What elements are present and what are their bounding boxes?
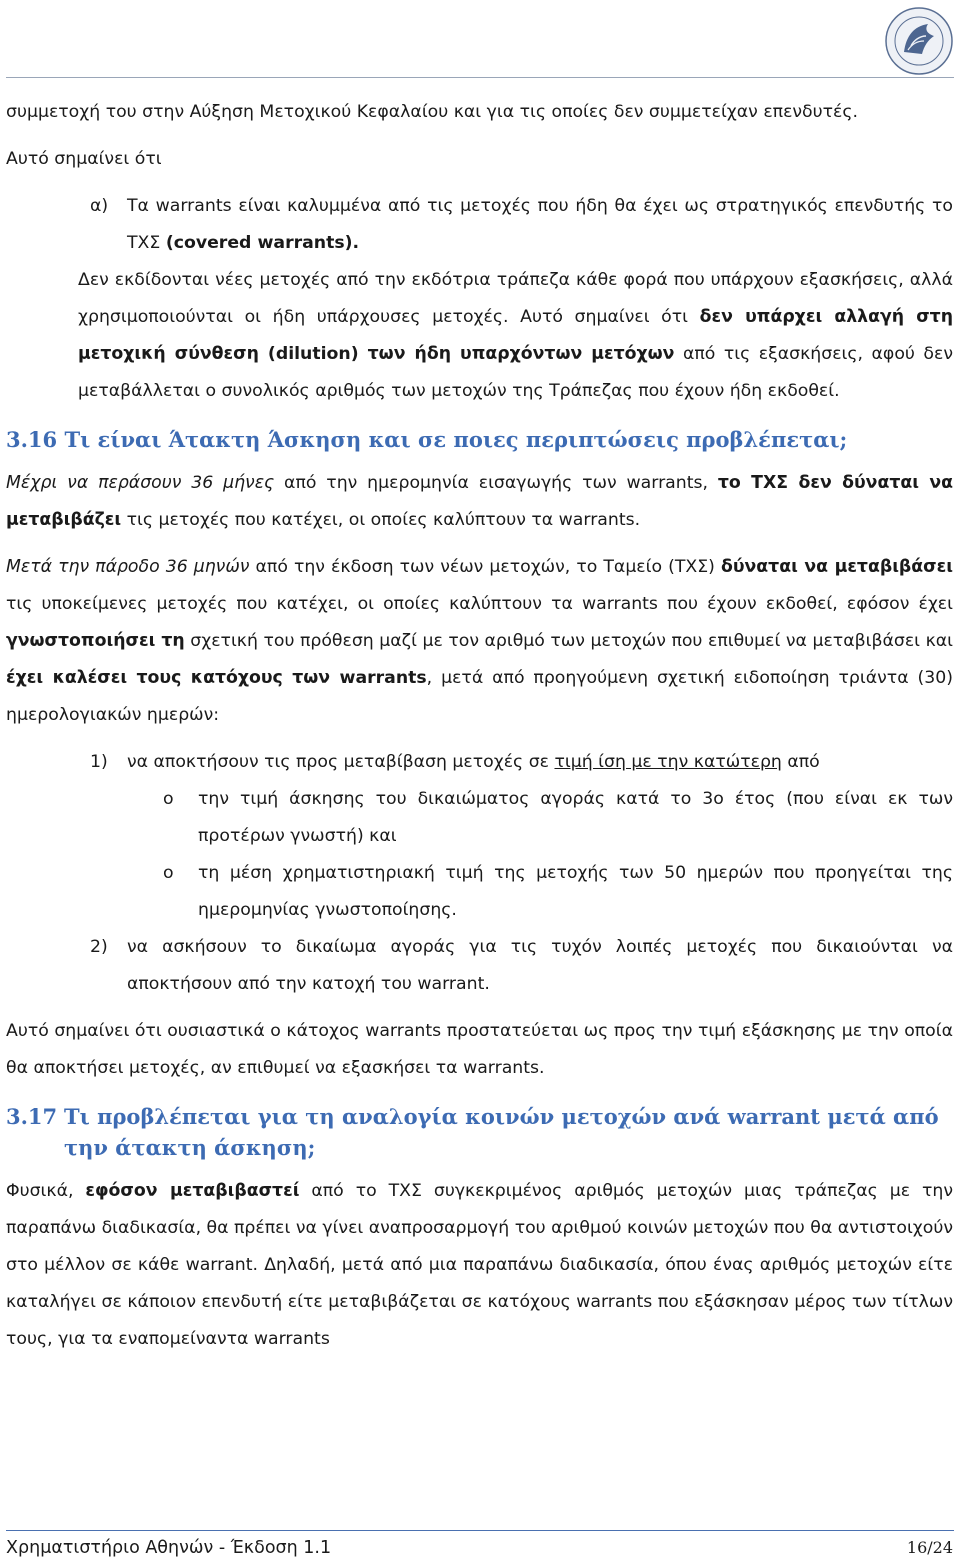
paragraph: Αυτό σημαίνει ότι ουσιαστικά ο κάτοχος warrants προστατεύεται ως προς την τιμή εξάσκησης με την οποία θα αποκτήσει μετοχές, αν επιθυμεί να εξασκήσει τα warrants. [6,1021,953,1078]
underlined-text: τιμή ίση με την κατώτερη [554,752,782,772]
text-run: Δεν εκδίδονται νέες μετοχές από την εκδότρια τράπεζα κάθε φορά που υπάρχουν εξασκήσεις, αλλά χρησιμοποιούνται οι ήδη υπάρχουσες μετοχές. Αυτό σημαίνει ότι [78,270,953,327]
text-run: τις μετοχές που κατέχει, οι οποίες καλύπτουν τα warrants. [121,510,641,530]
paragraph [6,549,953,734]
section-title: Τι προβλέπεται για τη αναλογία κοινών μετοχών ανά warrant μετά από την άτακτη άσκηση; [64,1104,939,1160]
paragraph-indented [6,262,953,410]
footer-title: Χρηματιστήριο Αθηνών - Έκδοση 1.1 [6,1538,332,1558]
bold-text: εφόσον μεταβιβαστεί [85,1181,300,1201]
italic-text: Μετά την πάροδο 36 μηνών [6,557,250,577]
text-run: να αποκτήσουν τις προς μεταβίβαση μετοχές σε [127,752,555,772]
text-run: από τις εξασκήσεις, αφού δεν μεταβάλλεται ο συνολικός αριθμός των μετοχών της Τράπεζας που έχουν ήδη εκδοθεί. [78,344,953,401]
paragraph [6,1173,953,1358]
sub-list-item [6,781,953,855]
list-marker: 2) [90,937,108,957]
sub-list-item [6,855,953,929]
page-footer [6,1536,953,1560]
italic-text: Μέχρι να περάσουν 36 μήνες [6,473,275,493]
paragraph: Αυτό σημαίνει ότι [6,149,162,169]
header-rule [6,77,954,78]
list-item-2 [6,929,953,1003]
page-content [6,94,953,1358]
bold-text: γνωστοποιήσει τη [6,631,185,651]
list-marker: α) [90,196,109,216]
text-run: από [781,752,820,772]
text-run: Φυσικά, [6,1181,86,1201]
bold-text: (covered warrants). [165,233,360,253]
list-item-1 [6,744,953,781]
text-run: τις υποκείμενες μετοχές που κατέχει, οι οποίες καλύπτουν τα warrants που έχουν εκδοθεί, εφόσον έχει [6,594,953,614]
athens-exchange-logo-icon [884,6,954,76]
list-marker: 1) [90,752,108,772]
text-run: από την έκδοση των νέων μετοχών, το Ταμείο (ΤΧΣ) [249,557,721,577]
text-run: από το ΤΧΣ συγκεκριμένος αριθμός μετοχών μιας τράπεζας με την παραπάνω διαδικασία, θα πρέπει να γίνει αναπροσαρμογή του αριθμού κοινών μετοχών που θα αντιστοιχούν στο μέλλον σε κάθε warrant. Δηλαδή, μετά από μια παραπάνω διαδικασία, όπου ένας αριθμός μετοχών είτε καταλήγει σε κάποιον επενδυτή είτε μεταβιβάζεται σε κατόχους warrants που εξάσκησαν μέρος των τίτλων τους, για τα εναπομείναντα warrants [6,1181,954,1349]
footer-rule [6,1530,954,1531]
section-number: 3.17 [6,1104,58,1129]
text-run: από την ημερομηνία εισαγωγής των warrants, [274,473,718,493]
paragraph: συμμετοχή του στην Αύξηση Μετοχικού Κεφαλαίου και για τις οποίες δεν συμμετείχαν επενδυτές. [6,102,859,122]
bold-text: δεν υπάρχει αλλαγή στη μετοχική σύνθεση (dilution) των ήδη υπαρχόντων μετόχων [78,307,954,364]
bold-text: το ΤΧΣ δεν δύναται να μεταβιβάζει [6,473,953,530]
bold-text: δύναται να μεταβιβάσει [720,557,953,577]
list-item-text: Τα warrants είναι καλυμμένα από τις μετοχές που ήδη θα έχει ως στρατηγικός επενδυτής το ΤΧΣ [127,196,953,253]
list-item-text: την τιμή άσκησης του δικαιώματος αγοράς κατά το 3ο έτος (που είναι εκ των προτέρων γνωστή) και [198,789,953,846]
bullet-marker: o [163,789,174,809]
section-heading-3-17 [6,1101,953,1163]
list-item-a [6,188,953,262]
list-item-text: να ασκήσουν το δικαίωμα αγοράς για τις τυχόν λοιπές μετοχές που δικαιούνται να αποκτήσουν από την κατοχή του warrant. [127,937,953,994]
list-item-text: τη μέση χρηματιστηριακή τιμή της μετοχής των 50 ημερών που προηγείται της ημερομηνίας γνωστοποίησης. [198,863,953,920]
text-run: , μετά από προηγούμενη σχετική ειδοποίηση τριάντα (30) ημερολογιακών ημερών: [6,668,953,725]
bullet-marker: o [163,863,174,883]
bold-text: έχει καλέσει τους κατόχους των warrants [6,668,427,688]
page-number: 16/24 [906,1538,953,1557]
section-heading-3-16: 3.16 Τι είναι Άτακτη Άσκηση και σε ποιες περιπτώσεις προβλέπεται; [6,427,848,452]
text-run: σχετική του πρόθεση μαζί με τον αριθμό των μετοχών που επιθυμεί να μεταβιβάσει και [184,631,953,651]
paragraph [6,465,953,539]
